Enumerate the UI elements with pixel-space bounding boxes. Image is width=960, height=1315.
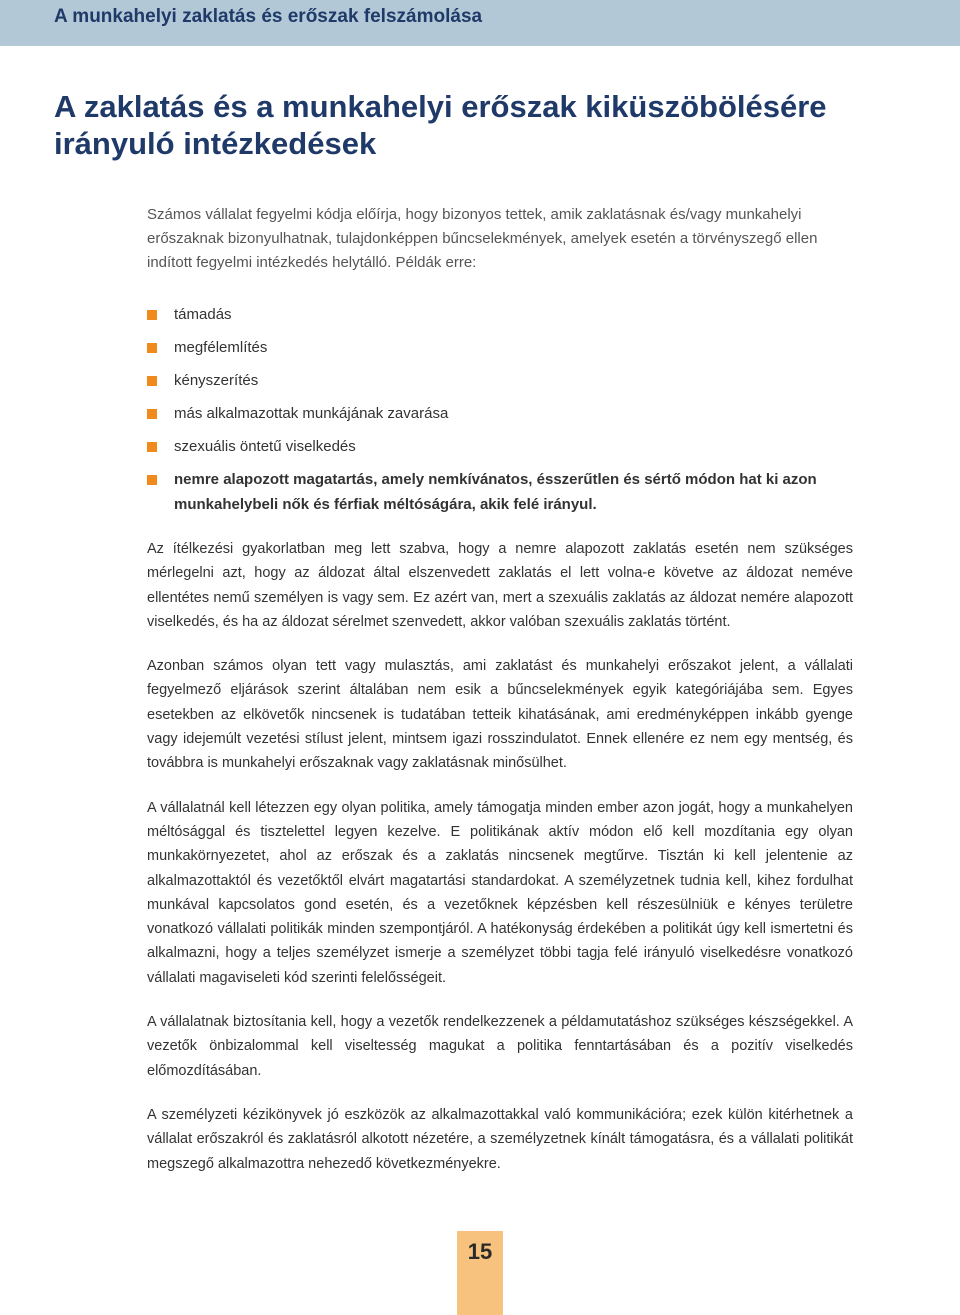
list-item [147,434,853,459]
list-item-text: támadás [174,306,232,323]
intro-paragraph: Számos vállalat fegyelmi kódja előírja, hogy bizonyos tettek, amik zaklatásnak és/vagy munkahelyi erőszaknak bizonyulhatnak, tulajdonképpen bűncselekmények, amelyek esetén a törvényszegő ellen indított fegyelmi intézkedés helytálló. Példák erre: [147,206,818,271]
list-item-text: más alkalmazottak munkájának zavarása [174,405,449,422]
paragraph: Azonban számos olyan tett vagy mulasztás, ami zaklatást és munkahelyi erőszakot jelent, a vállalati fegyelmező eljárások szerint általában nem esik a bűncselekmények egyik kategóriájába sem. Egyes esetekben az elkövetők nincsenek is tudatában tetteik kihatásának, ami eredményképpen inkább gyenge vagy idejemúlt vezetési stílust jelent, mintsem igazi rosszindulatot. Ennek ellenére ez nem egy mentség, és továbbra is munkahelyi erőszaknak vagy zaklatásnak minősülhet. [147,658,853,772]
paragraph: A vállalatnál kell létezzen egy olyan politika, amely támogatja minden ember azon jogát, hogy a munkahelyen méltósággal és tisztelettel legyen kezelve. E politikának aktív módon elő kell mozdítania egy olyan munkakörnyezetet, ahol az erőszak és a zaklatás nincsenek megtűrve. Tisztán ki kell jelentenie az alkalmazottaktól és vezetőktől elvárt magatartási standardokat. A személyzetnek tudnia kell, kihez fordulhat munkával kapcsolatos gond esetén, és a vezetőknek képzésben kell részesülniük e kényes területre vonatkozó vállalati politikák minden szempontjáról. A hatékonyság érdekében a politikát úgy kell ismertetni és alkalmazni, hogy a teljes személyzet ismerje a személyzet többi tagja felé irányuló viselkedésre vonatkozó vállalati magaviseleti kód szerinti felelősségeit. [147,799,853,986]
list-item [147,401,853,426]
list-item [147,335,853,360]
bullet-square-icon [147,442,157,452]
list-item [147,302,853,327]
bullet-square-icon [147,409,157,419]
bullet-square-icon [147,343,157,353]
bullet-square-icon [147,475,157,485]
list-item [147,368,853,393]
bullet-square-icon [147,376,157,386]
examples-list [147,302,853,525]
list-item-text: kényszerítés [174,372,259,389]
header-band [0,0,960,46]
page-number: 15 [467,1239,493,1264]
list-item-text: megfélemlítés [174,339,268,356]
list-item [147,467,853,517]
list-item-text: nemre alapozott magatartás, amely nemkívánatos, ésszerűtlen és sértő módon hat ki azon munkahelybeli nők és férfiak méltóságára, akik felé irányul. [174,471,817,513]
paragraph: Az ítélkezési gyakorlatban meg lett szabva, hogy a nemre alapozott zaklatás esetén nem szükséges mérlegelni azt, hogy az áldozat által elszenvedett zaklatás el lett volna-e követve az áldozat neméve ellentétes nemű személyen is vagy sem. Ez azért van, mert a szexuális zaklatás az áldozat nemére alapozott viselkedés, és ha az áldozat sérelmet szenvedett, akkor valóban szexuális zaklatás történt. [147,541,853,630]
list-item-text: szexuális öntetű viselkedés [174,438,356,455]
page-title: A zaklatás és a munkahelyi erőszak kiküszöbölésére irányuló intézkedések [54,89,827,161]
bullet-square-icon [147,310,157,320]
running-header: A munkahelyi zaklatás és erőszak felszámolása [54,6,483,27]
page-number-tab [457,1231,503,1315]
paragraph: A vállalatnak biztosítania kell, hogy a vezetők rendelkezzenek a példamutatáshoz szükséges készségekkel. A vezetők önbizalommal kell viseltesség magukat a politika fenntartásában és a pozitív viselkedés előmozdításában. [147,1014,853,1079]
paragraph: A személyzeti kézikönyvek jó eszközök az alkalmazottakkal való kommunikációra; ezek külön kitérhetnek a vállalat erőszakról és zaklatásról alkotott nézetére, a személyzetnek kínált támogatásra, és a vállalati politikát megszegő alkalmazottra nehezedő következményekre. [147,1106,853,1172]
body-text [147,537,853,1196]
